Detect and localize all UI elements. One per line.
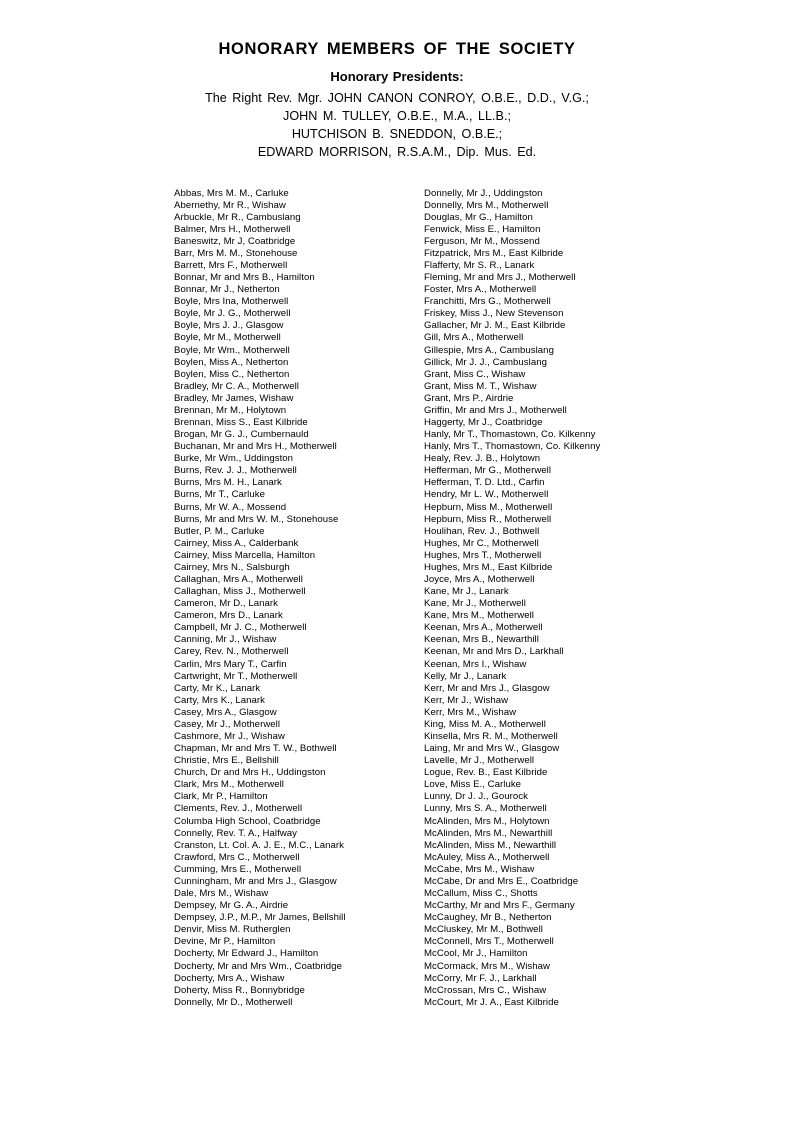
list-item: Denvir, Miss M. Rutherglen: [174, 924, 291, 936]
president-line: JOHN M. TULLEY, O.B.E., M.A., LL.B.;: [283, 108, 511, 123]
list-item: Cameron, Mrs D., Lanark: [174, 610, 283, 622]
list-item: Haggerty, Mr J., Coatbridge: [424, 416, 543, 428]
list-item: Burns, Mr and Mrs W. M., Stonehouse: [174, 513, 339, 525]
list-item: Donnelly, Mr D., Motherwell: [174, 996, 293, 1008]
president-line: HUTCHISON B. SNEDDON, O.B.E.;: [291, 126, 503, 141]
list-item: Love, Miss E., Carluke: [424, 779, 522, 791]
list-item: Douglas, Mr G., Hamilton: [424, 211, 533, 223]
list-item: Bradley, Mr James, Wishaw: [174, 392, 294, 404]
list-item: Flafferty, Mr S. R., Lanark: [424, 259, 535, 271]
list-item: Clark, Mrs M., Motherwell: [174, 779, 284, 791]
list-item: Kerr, Mrs M., Wishaw: [424, 706, 517, 718]
list-item: McConnell, Mrs T., Motherwell: [424, 936, 554, 948]
list-item: Hepburn, Miss M., Motherwell: [424, 501, 553, 513]
list-item: Burns, Mr T., Carluke: [174, 489, 265, 501]
president-line: The Right Rev. Mgr. JOHN CANON CONROY, O.B.E., D.D., V.G.;: [205, 91, 589, 105]
list-item: Baneswitz, Mr J, Coatbridge: [174, 235, 296, 247]
list-item: Griffin, Mr and Mrs J., Motherwell: [424, 404, 567, 416]
list-item: Kane, Mr J., Motherwell: [424, 598, 526, 610]
list-item: Keenan, Mrs I., Wishaw: [424, 658, 527, 670]
list-item: Boyle, Mr Wm., Motherwell: [174, 344, 290, 356]
list-item: Boyle, Mr J. G., Motherwell: [174, 308, 291, 320]
list-item: Carty, Mr K., Lanark: [174, 682, 261, 694]
list-item: McCabe, Dr and Mrs E., Coatbridge: [424, 875, 579, 887]
list-item: Donnelly, Mrs M., Motherwell: [424, 199, 549, 211]
list-item: Gill, Mrs A., Motherwell: [424, 332, 524, 344]
list-item: Doherty, Miss R., Bonnybridge: [174, 984, 305, 996]
list-item: Donnelly, Mr J., Uddingston: [424, 187, 543, 199]
list-item: Keenan, Mr and Mrs D., Larkhall: [424, 646, 564, 658]
list-item: Grant, Miss C., Wishaw: [424, 368, 526, 380]
list-item: Barrett, Mrs F., Motherwell: [174, 259, 288, 271]
list-item: Boylen, Miss A., Netherton: [174, 356, 289, 368]
list-item: Cashmore, Mr J., Wishaw: [174, 731, 285, 743]
list-item: Callaghan, Miss J., Motherwell: [174, 586, 306, 598]
list-item: Franchitti, Mrs G., Motherwell: [424, 296, 551, 308]
list-item: Kane, Mrs M., Motherwell: [424, 610, 534, 622]
list-item: Cairney, Miss Marcella, Hamilton: [174, 549, 316, 561]
list-item: Logue, Rev. B., East Kilbride: [424, 767, 548, 779]
list-item: Joyce, Mrs A., Motherwell: [424, 574, 535, 585]
list-item: Carty, Mrs K., Lanark: [174, 694, 265, 706]
list-item: Connelly, Rev. T. A., Halfway: [174, 827, 298, 839]
list-item: Church, Dr and Mrs H., Uddingston: [174, 767, 326, 779]
list-item: Clements, Rev. J., Motherwell: [174, 803, 303, 815]
list-item: King, Miss M. A., Motherwell: [424, 718, 546, 730]
list-item: Kelly, Mr J., Lanark: [424, 670, 507, 682]
page-title: HONORARY MEMBERS OF THE SOCIETY: [218, 40, 576, 58]
list-item: Fenwick, Miss E., Hamilton: [424, 223, 541, 235]
members-column-right: [424, 188, 656, 1009]
list-item: Hendry, Mr L. W., Motherwell: [424, 489, 549, 501]
list-item: Abbas, Mrs M. M., Carluke: [174, 187, 289, 199]
list-item: Cunningham, Mr and Mrs J., Glasgow: [174, 875, 337, 887]
list-item: Hefferman, T. D. Ltd., Carfin: [424, 477, 545, 489]
list-item: McAuley, Miss A., Motherwell: [424, 851, 550, 863]
list-item: Burns, Mrs M. H., Lanark: [174, 477, 282, 489]
list-item: Cumming, Mrs E., Motherwell: [174, 863, 302, 875]
list-item: Foster, Mrs A., Motherwell: [424, 284, 537, 296]
list-item: Fleming, Mr and Mrs J., Motherwell: [424, 272, 576, 284]
list-item: Ferguson, Mr M., Mossend: [424, 235, 540, 247]
list-item: Abernethy, Mr R., Wishaw: [174, 199, 286, 211]
list-item: Bonnar, Mr and Mrs B., Hamilton: [174, 272, 315, 284]
list-item: Dempsey, Mr G. A., Airdrie: [174, 900, 289, 912]
list-item: Cameron, Mr D., Lanark: [174, 598, 278, 610]
list-item: Campbell, Mr J. C., Motherwell: [174, 622, 307, 634]
list-item: Burns, Mr W. A., Mossend: [174, 501, 287, 513]
list-item: Hughes, Mrs T., Motherwell: [424, 549, 542, 561]
list-item: Hanly, Mr T., Thomastown, Co. Kilkenny: [424, 429, 596, 441]
list-item: Arbuckle, Mr R., Cambuslang: [174, 211, 301, 223]
list-item: Hughes, Mr C., Motherwell: [424, 537, 539, 549]
list-item: Christie, Mrs E., Bellshill: [174, 755, 279, 767]
list-item: Columba High School, Coatbridge: [174, 815, 321, 827]
list-item: Dale, Mrs M., Wishaw: [174, 888, 269, 900]
list-item: Healy, Rev. J. B., Holytown: [424, 453, 541, 465]
list-item: Carlin, Mrs Mary T., Carfin: [174, 658, 287, 670]
list-item: Bradley, Mr C. A., Motherwell: [174, 380, 299, 392]
list-item: Casey, Mr J., Motherwell: [174, 718, 281, 730]
list-item: Docherty, Mr and Mrs Wm., Coatbridge: [174, 960, 342, 972]
list-item: McCormack, Mrs M., Wishaw: [424, 960, 550, 972]
list-item: McCool, Mr J., Hamilton: [424, 948, 528, 960]
list-item: Boylen, Miss C., Netherton: [174, 368, 290, 380]
list-item: Grant, Miss M. T., Wishaw: [424, 380, 537, 392]
list-item: Clark, Mr P., Hamilton: [174, 791, 268, 803]
list-item: Grant, Mrs P., Airdrie: [424, 392, 514, 404]
list-item: Cranston, Lt. Col. A. J. E., M.C., Lanark: [174, 839, 345, 851]
list-item: Bonnar, Mr J., Netherton: [174, 284, 280, 296]
list-item: Keenan, Mrs B., Newarthill: [424, 634, 539, 646]
list-item: Burns, Rev. J. J., Motherwell: [174, 465, 297, 477]
list-item: Brogan, Mr G. J., Cumbernauld: [174, 429, 309, 441]
list-item: Cartwright, Mr T., Motherwell: [174, 670, 298, 682]
list-item: Lavelle, Mr J., Motherwell: [424, 755, 535, 767]
list-item: Friskey, Miss J., New Stevenson: [424, 308, 564, 320]
list-item: Balmer, Mrs H., Motherwell: [174, 223, 291, 235]
list-item: McCabe, Mrs M., Wishaw: [424, 863, 535, 875]
president-line: EDWARD MORRISON, R.S.A.M., Dip. Mus. Ed.: [257, 144, 537, 159]
list-item: McCallum, Miss C., Shotts: [424, 888, 538, 900]
list-item: Boyle, Mrs J. J., Glasgow: [174, 320, 284, 332]
list-item: Chapman, Mr and Mrs T. W., Bothwell: [174, 743, 337, 755]
list-item: Cairney, Mrs N., Salsburgh: [174, 561, 290, 573]
list-item: Kinsella, Mrs R. M., Motherwell: [424, 731, 558, 743]
list-item: McAlinden, Mrs M., Holytown: [424, 815, 550, 827]
list-item: Kane, Mr J., Lanark: [424, 586, 509, 598]
list-item: Lunny, Dr J. J., Gourock: [424, 791, 528, 803]
list-item: Houlihan, Rev. J., Bothwell: [424, 525, 540, 537]
list-item: Buchanan, Mr and Mrs H., Motherwell: [174, 441, 337, 453]
list-item: Brennan, Mr M., Holytown: [174, 404, 287, 416]
list-item: Hefferman, Mr G., Motherwell: [424, 465, 552, 477]
section-subtitle: Honorary Presidents:: [330, 69, 464, 84]
list-item: Boyle, Mr M., Motherwell: [174, 332, 281, 344]
list-item: McCarthy, Mr and Mrs F., Germany: [424, 900, 575, 912]
list-item: Docherty, Mr Edward J., Hamilton: [174, 948, 319, 960]
list-item: Barr, Mrs M. M., Stonehouse: [174, 247, 298, 259]
list-item: Hughes, Mrs M., East Kilbride: [424, 561, 553, 573]
list-item: McCrossan, Mrs C., Wishaw: [424, 984, 547, 996]
list-item: McCourt, Mr J. A., East Kilbride: [424, 996, 559, 1008]
list-item: Laing, Mr and Mrs W., Glasgow: [424, 743, 560, 755]
list-item: Cairney, Miss A., Calderbank: [174, 537, 299, 549]
list-item: Butler, P. M., Carluke: [174, 525, 265, 537]
list-item: Boyle, Mrs Ina, Motherwell: [174, 296, 289, 308]
honorary-presidents-list: [70, 90, 724, 162]
list-item: Docherty, Mrs A., Wishaw: [174, 972, 285, 984]
list-item: Casey, Mrs A., Glasgow: [174, 706, 277, 718]
list-item: Crawford, Mrs C., Motherwell: [174, 851, 300, 863]
members-columns: [70, 188, 724, 1009]
list-item: McCorry, Mr F. J., Larkhall: [424, 972, 537, 984]
list-item: Keenan, Mrs A., Motherwell: [424, 622, 543, 634]
list-item: Gillick, Mr J. J., Cambuslang: [424, 356, 547, 368]
list-item: Hanly, Mrs T., Thomastown, Co. Kilkenny: [424, 441, 601, 453]
list-item: Kerr, Mr J., Wishaw: [424, 694, 509, 706]
list-item: Lunny, Mrs S. A., Motherwell: [424, 803, 547, 815]
list-item: McAlinden, Mrs M., Newarthill: [424, 827, 553, 839]
list-item: Fitzpatrick, Mrs M., East Kilbride: [424, 247, 564, 259]
list-item: McCaughey, Mr B., Netherton: [424, 912, 552, 924]
list-item: Burke, Mr Wm., Uddingston: [174, 453, 294, 465]
list-item: Hepburn, Miss R., Motherwell: [424, 513, 552, 525]
members-column-left: [174, 188, 406, 1009]
list-item: Kerr, Mr and Mrs J., Glasgow: [424, 682, 550, 694]
list-item: Dempsey, J.P., M.P., Mr James, Bellshill: [174, 912, 346, 924]
list-item: Callaghan, Mrs A., Motherwell: [174, 574, 303, 585]
list-item: Gallacher, Mr J. M., East Kilbride: [424, 320, 566, 332]
list-item: Devine, Mr P., Hamilton: [174, 936, 276, 948]
list-item: McAlinden, Miss M., Newarthill: [424, 839, 557, 851]
list-item: Gillespie, Mrs A., Cambuslang: [424, 344, 554, 356]
list-item: Canning, Mr J., Wishaw: [174, 634, 277, 646]
list-item: McCluskey, Mr M., Bothwell: [424, 924, 543, 936]
list-item: Brennan, Miss S., East Kilbride: [174, 416, 308, 428]
list-item: Carey, Rev. N., Motherwell: [174, 646, 289, 658]
